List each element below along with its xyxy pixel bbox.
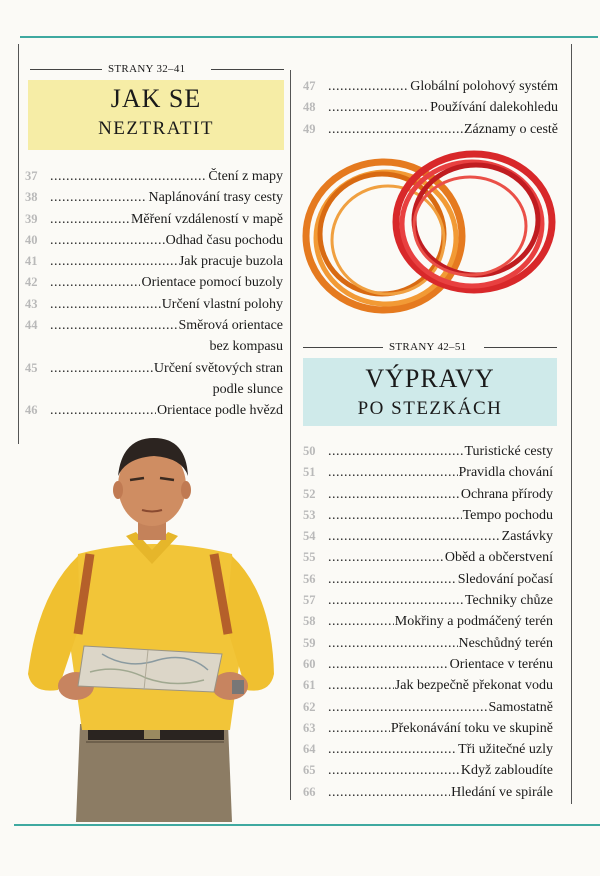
bottom-rule xyxy=(14,824,600,826)
toc-page-number: 50 xyxy=(303,444,316,458)
toc-title: Pravidla chování xyxy=(458,465,553,481)
toc-row[interactable] xyxy=(303,697,553,718)
toc-title: Používání dalekohledu xyxy=(430,100,558,116)
section2-title-line2: PO STEZKÁCH xyxy=(357,398,503,419)
left-column-line xyxy=(18,44,19,444)
toc-row[interactable] xyxy=(25,230,283,251)
toc-row[interactable] xyxy=(25,166,283,187)
toc-page-number: 64 xyxy=(303,742,316,757)
section1-pages-label: STRANY 32–41 xyxy=(108,63,186,75)
section2-title-line1: VÝPRAVY xyxy=(365,364,495,393)
toc-title: Když zabloudíte xyxy=(460,763,553,779)
toc-row[interactable] xyxy=(25,358,283,379)
section1-title-line2: NEZTRATIT xyxy=(98,118,214,139)
toc-page-number: 49 xyxy=(303,121,316,136)
section1-toc-continued xyxy=(303,76,558,140)
toc-row[interactable] xyxy=(303,526,553,547)
section2-title xyxy=(303,358,557,426)
toc-page-number: 52 xyxy=(303,486,316,501)
toc-row[interactable] xyxy=(303,590,553,611)
toc-row[interactable] xyxy=(25,315,283,336)
toc-title: Samostatně xyxy=(488,699,553,715)
toc-row[interactable] xyxy=(303,441,553,462)
toc-page-number: 38 xyxy=(25,190,38,205)
toc-title: Jak bezpečně překonat vodu xyxy=(394,678,553,694)
right-column-line xyxy=(571,44,572,804)
section1-pages-header xyxy=(30,63,284,75)
toc-title: Globální polohový systém xyxy=(410,79,558,94)
toc-page-number: 37 xyxy=(25,169,38,183)
toc-page-number: 53 xyxy=(303,507,316,522)
toc-page-number: 66 xyxy=(303,784,316,799)
toc-row[interactable] xyxy=(303,611,553,632)
toc-title: Překonávání toku ve skupině xyxy=(390,720,553,736)
toc-page-number: 39 xyxy=(25,211,38,226)
section2-pages-header xyxy=(303,341,557,353)
toc-page-number: 55 xyxy=(303,550,316,565)
toc-title: Ochrana přírody xyxy=(460,486,553,502)
toc-row[interactable] xyxy=(25,187,283,208)
toc-title: Turistické cesty xyxy=(464,444,553,459)
toc-title: Jak pracuje buzola xyxy=(178,254,283,270)
toc-row[interactable] xyxy=(303,718,553,739)
toc-page-number: 47 xyxy=(303,79,316,93)
section2-pages-label: STRANY 42–51 xyxy=(389,341,467,353)
toc-title: Orientace pomocí buzoly xyxy=(141,275,283,291)
middle-column-line xyxy=(290,70,291,800)
toc-page-number: 62 xyxy=(303,699,316,714)
toc-row[interactable] xyxy=(303,484,553,505)
section2-toc xyxy=(303,441,553,803)
rope-coils-image xyxy=(296,140,566,340)
red-rope-icon xyxy=(396,154,552,290)
toc-title: Hledání ve spirále xyxy=(451,784,553,800)
toc-row[interactable] xyxy=(303,505,553,526)
toc-title: Směrová orientace xyxy=(178,318,283,334)
toc-title-continuation: podle slunce xyxy=(212,381,283,397)
toc-title: Měření vzdáleností v mapě xyxy=(130,211,283,227)
header-rule xyxy=(303,347,383,348)
toc-page-number: 40 xyxy=(25,232,38,247)
toc-title: Odhad času pochodu xyxy=(165,232,283,248)
toc-page-number: 41 xyxy=(25,254,38,269)
toc-title: Tempo pochodu xyxy=(462,507,553,523)
toc-page-number: 60 xyxy=(303,656,316,671)
hiker-icon xyxy=(28,438,274,822)
toc-row[interactable] xyxy=(303,97,558,118)
toc-page-number: 54 xyxy=(303,529,316,544)
toc-page-number: 63 xyxy=(303,720,316,735)
toc-row[interactable] xyxy=(25,400,283,421)
toc-page-number: 46 xyxy=(25,403,38,418)
header-rule xyxy=(211,69,284,70)
toc-row[interactable] xyxy=(303,633,553,654)
toc-row[interactable] xyxy=(25,294,283,315)
toc-page-number: 61 xyxy=(303,678,316,693)
toc-title: Určení světových stran xyxy=(153,360,283,376)
toc-row[interactable] xyxy=(303,462,553,483)
toc-title: Určení vlastní polohy xyxy=(161,296,283,312)
toc-row[interactable] xyxy=(303,654,553,675)
toc-title: Zastávky xyxy=(501,529,553,545)
toc-page-number: 56 xyxy=(303,571,316,586)
toc-title: Záznamy o cestě xyxy=(463,121,558,137)
toc-page-number: 48 xyxy=(303,100,316,115)
toc-title: Sledování počasí xyxy=(457,571,553,587)
toc-page-number: 65 xyxy=(303,763,316,778)
toc-title: Techniky chůze xyxy=(464,593,553,609)
toc-page-number: 44 xyxy=(25,318,38,333)
top-rule xyxy=(20,36,598,38)
hiker-reading-map-image xyxy=(18,424,286,822)
section1-title xyxy=(28,80,284,150)
toc-row[interactable] xyxy=(303,76,558,97)
toc-title: Naplánování trasy cesty xyxy=(148,190,283,206)
toc-title: Mokřiny a podmáčený terén xyxy=(394,614,553,630)
toc-title-continuation: bez kompasu xyxy=(209,339,283,355)
toc-row[interactable] xyxy=(303,119,558,140)
toc-row[interactable] xyxy=(303,739,553,760)
toc-page-number: 42 xyxy=(25,275,38,290)
toc-row[interactable] xyxy=(25,209,283,230)
toc-row[interactable] xyxy=(25,251,283,272)
toc-row[interactable] xyxy=(303,675,553,696)
toc-page-number: 58 xyxy=(303,614,316,629)
header-rule xyxy=(484,347,557,348)
toc-row[interactable] xyxy=(303,782,553,803)
header-rule xyxy=(30,69,102,70)
toc-title: Neschůdný terén xyxy=(458,635,553,651)
toc-title: Tři užitečné uzly xyxy=(458,742,553,758)
toc-title: Oběd a občerstvení xyxy=(444,550,553,566)
toc-row[interactable] xyxy=(303,569,553,590)
map-icon xyxy=(78,646,222,692)
toc-row[interactable] xyxy=(303,760,553,781)
section1-title-line1: JAK SE xyxy=(110,84,202,113)
toc-title: Čtení z mapy xyxy=(208,169,283,184)
toc-row[interactable] xyxy=(25,272,283,293)
toc-page-number: 51 xyxy=(303,465,316,480)
toc-title: Orientace podle hvězd xyxy=(157,403,283,419)
toc-row[interactable] xyxy=(303,547,553,568)
toc-page-number: 45 xyxy=(25,360,38,375)
toc-title: Orientace v terénu xyxy=(449,656,553,672)
toc-page-number: 59 xyxy=(303,635,316,650)
section1-toc xyxy=(25,166,283,422)
toc-page-number: 43 xyxy=(25,296,38,311)
toc-page-number: 57 xyxy=(303,593,316,608)
